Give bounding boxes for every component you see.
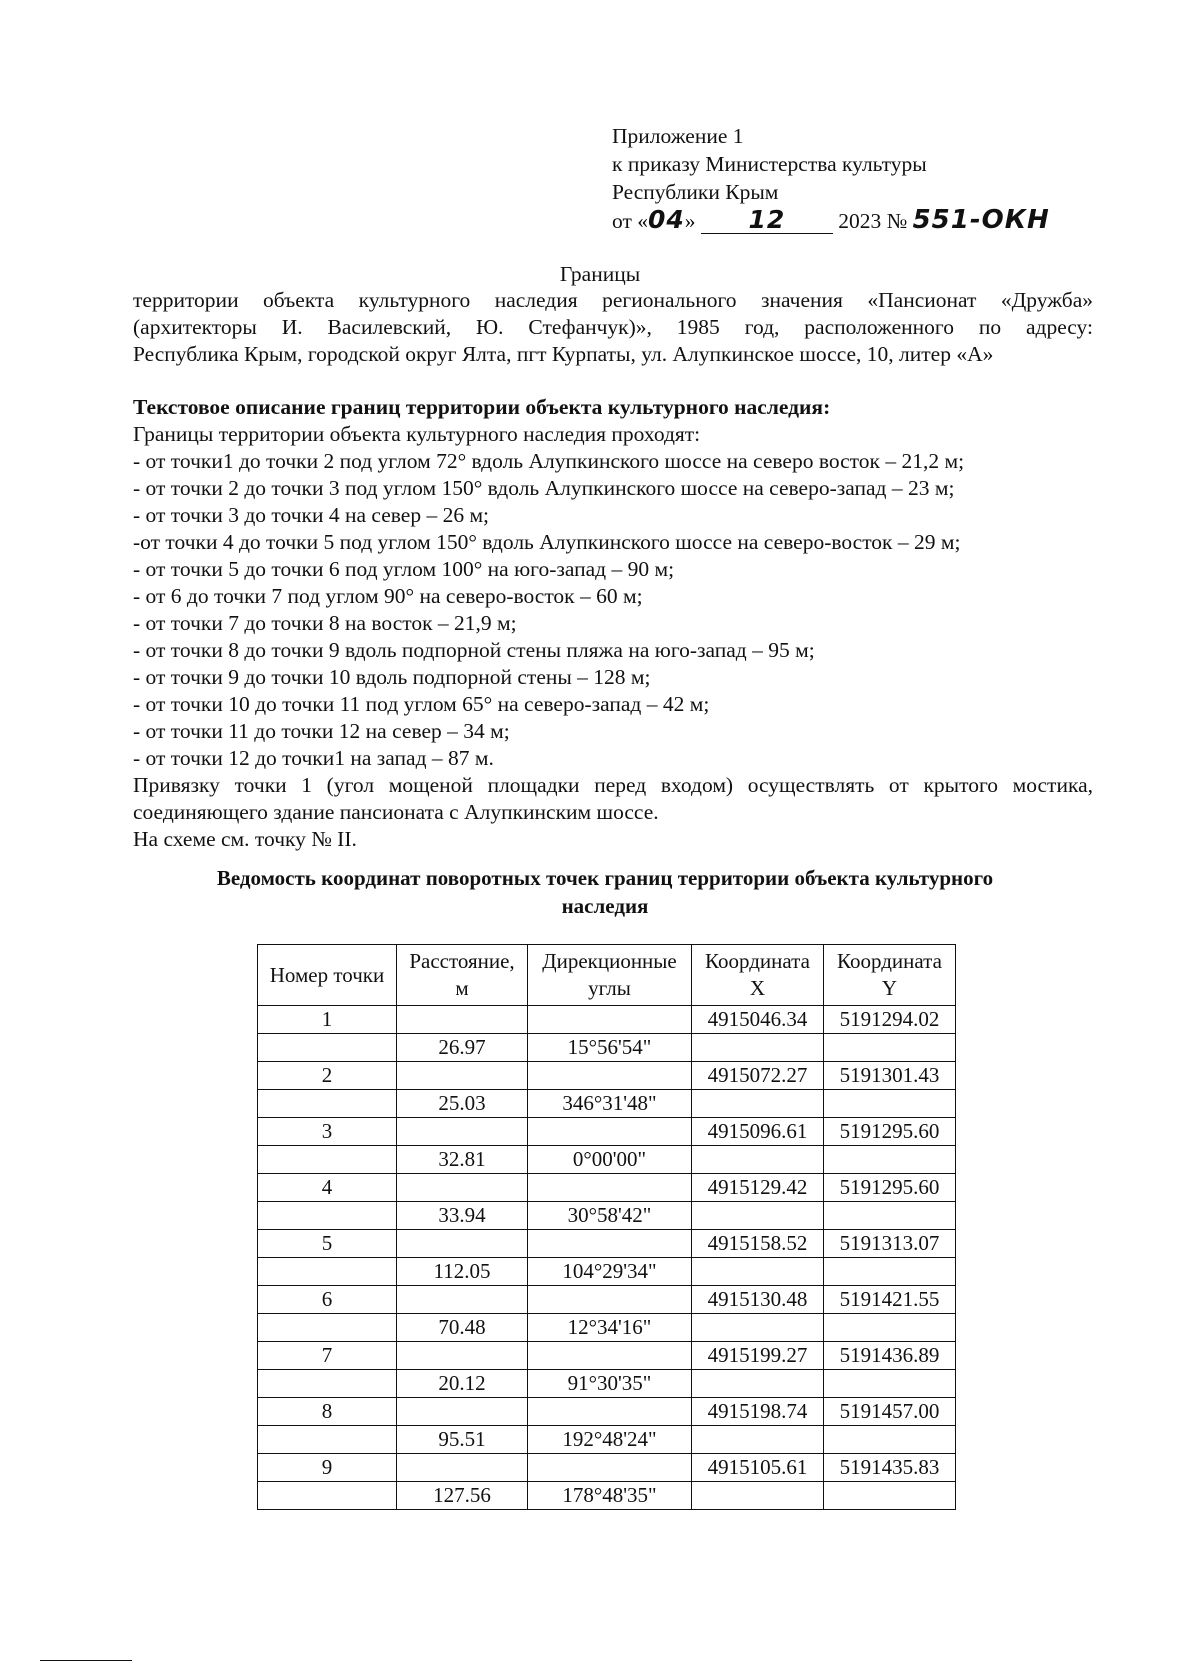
footer-rule [40, 1660, 132, 1661]
cell-coordinate-y: 5191435.83 [824, 1454, 956, 1482]
cell-direction-angle: 104°29'34" [528, 1258, 692, 1286]
cell-coordinate-x: 4915158.52 [692, 1230, 824, 1258]
cell-coordinate-x [692, 1314, 824, 1342]
cell-coordinate-x: 4915096.61 [692, 1118, 824, 1146]
cell-direction-angle [528, 1398, 692, 1426]
table-row [258, 1482, 956, 1510]
cell-distance: 95.51 [397, 1426, 528, 1454]
cell-direction-angle [528, 1062, 692, 1090]
cell-distance: 112.05 [397, 1258, 528, 1286]
cell-distance: 70.48 [397, 1314, 528, 1342]
cell-direction-angle [528, 1174, 692, 1202]
cell-coordinate-x: 4915130.48 [692, 1286, 824, 1314]
cell-distance: 26.97 [397, 1034, 528, 1062]
table-row [258, 1370, 956, 1398]
cell-distance [397, 1286, 528, 1314]
appendix-block [612, 122, 1050, 234]
cell-coordinate-y [824, 1034, 956, 1062]
table-title-line: Ведомость координат поворотных точек границ территории объекта культурного [216, 866, 994, 890]
cell-coordinate-x [692, 1482, 824, 1510]
cell-direction-angle [528, 1342, 692, 1370]
cell-coordinate-y [824, 1146, 956, 1174]
cell-coordinate-x [692, 1090, 824, 1118]
object-title-line: территории объекта культурного наследия регионального значения «Пансионат «Дружба» [133, 288, 1093, 312]
binding-note-line: Привязку точки 1 (угол мощеной площадки перед входом) осуществлять от крытого мостика, [133, 773, 1093, 797]
cell-distance [397, 1342, 528, 1370]
cell-distance [397, 1398, 528, 1426]
object-title-line: Республика Крым, городской округ Ялта, пгт Курпаты, ул. Алупкинское шоссе, 10, литер «А» [133, 342, 994, 366]
cell-point-number [258, 1146, 397, 1174]
table-row [258, 1426, 956, 1454]
table-row [258, 1146, 956, 1174]
cell-coordinate-y [824, 1090, 956, 1118]
cell-coordinate-x: 4915129.42 [692, 1174, 824, 1202]
header-direction-angles: Дирекционные углы [528, 945, 692, 1006]
cell-point-number: 3 [258, 1118, 397, 1146]
cell-coordinate-x [692, 1202, 824, 1230]
boundary-item: - от точки 11 до точки 12 на север – 34 м; [133, 719, 510, 743]
cell-direction-angle: 346°31'48" [528, 1090, 692, 1118]
cell-coordinate-y [824, 1258, 956, 1286]
cell-distance [397, 1230, 528, 1258]
scheme-note: На схеме см. точку № II. [133, 827, 357, 851]
date-month: 12 [748, 205, 786, 234]
cell-direction-angle: 12°34'16" [528, 1314, 692, 1342]
cell-direction-angle [528, 1006, 692, 1034]
table-row [258, 1230, 956, 1258]
cell-coordinate-x: 4915072.27 [692, 1062, 824, 1090]
table-row [258, 1342, 956, 1370]
cell-distance [397, 1174, 528, 1202]
boundary-item: - от точки 8 до точки 9 вдоль подпорной стены пляжа на юго-запад – 95 м; [133, 638, 815, 662]
boundary-item: - от 6 до точки 7 под углом 90° на северо-восток – 60 м; [133, 584, 643, 608]
cell-coordinate-x [692, 1034, 824, 1062]
cell-distance: 32.81 [397, 1146, 528, 1174]
table-row [258, 1090, 956, 1118]
boundary-item: - от точки 7 до точки 8 на восток – 21,9 м; [133, 611, 517, 635]
cell-coordinate-x [692, 1370, 824, 1398]
cell-point-number [258, 1258, 397, 1286]
cell-distance: 127.56 [397, 1482, 528, 1510]
cell-point-number [258, 1034, 397, 1062]
cell-point-number: 4 [258, 1174, 397, 1202]
order-number: 551-ОКН [912, 205, 1050, 235]
object-title-line: (архитекторы И. Василевский, Ю. Стефанчук)», 1985 год, расположенного по адресу: [133, 315, 1093, 339]
cell-coordinate-x: 4915105.61 [692, 1454, 824, 1482]
binding-note-line: соединяющего здание пансионата с Алупкинским шоссе. [133, 800, 659, 824]
appendix-date-line [612, 206, 1050, 234]
cell-point-number: 9 [258, 1454, 397, 1482]
table-row [258, 1286, 956, 1314]
cell-distance [397, 1006, 528, 1034]
boundary-item: - от точки 2 до точки 3 под углом 150° вдоль Алупкинского шоссе на северо-запад – 23 м; [133, 476, 955, 500]
cell-point-number: 8 [258, 1398, 397, 1426]
cell-point-number [258, 1202, 397, 1230]
cell-coordinate-y: 5191301.43 [824, 1062, 956, 1090]
cell-point-number: 2 [258, 1062, 397, 1090]
table-row [258, 1034, 956, 1062]
table-row [258, 1258, 956, 1286]
cell-coordinate-y: 5191436.89 [824, 1342, 956, 1370]
cell-point-number [258, 1426, 397, 1454]
cell-direction-angle: 91°30'35" [528, 1370, 692, 1398]
cell-coordinate-x [692, 1146, 824, 1174]
cell-coordinate-x [692, 1426, 824, 1454]
cell-coordinate-y: 5191295.60 [824, 1118, 956, 1146]
boundary-item: - от точки1 до точки 2 под углом 72° вдоль Алупкинского шоссе на северо восток – 21,2 м; [133, 449, 965, 473]
table-title [150, 864, 1060, 920]
boundary-item: -от точки 4 до точки 5 под углом 150° вдоль Алупкинского шоссе на северо-восток – 29 м; [133, 530, 961, 554]
cell-direction-angle [528, 1118, 692, 1146]
table-header-row [258, 945, 956, 1006]
header-distance: Расстояние, м [397, 945, 528, 1006]
cell-point-number [258, 1090, 397, 1118]
cell-point-number [258, 1370, 397, 1398]
cell-distance: 33.94 [397, 1202, 528, 1230]
cell-coordinate-x: 4915046.34 [692, 1006, 824, 1034]
cell-point-number: 1 [258, 1006, 397, 1034]
cell-point-number: 6 [258, 1286, 397, 1314]
date-day: 04 [648, 205, 685, 234]
table-row [258, 1454, 956, 1482]
cell-coordinate-x [692, 1258, 824, 1286]
header-coordinate-x: Координата X [692, 945, 824, 1006]
table-row [258, 1398, 956, 1426]
cell-coordinate-y: 5191294.02 [824, 1006, 956, 1034]
cell-point-number: 7 [258, 1342, 397, 1370]
table-row [258, 1118, 956, 1146]
date-prefix: от « [612, 209, 648, 233]
cell-point-number: 5 [258, 1230, 397, 1258]
header-coordinate-y: Координата Y [824, 945, 956, 1006]
boundary-item: - от точки 9 до точки 10 вдоль подпорной стены – 128 м; [133, 665, 651, 689]
document-heading: Границы [559, 262, 641, 286]
boundary-item: - от точки 12 до точки1 на запад – 87 м. [133, 746, 494, 770]
description-intro: Границы территории объекта культурного наследия проходят: [133, 422, 701, 446]
appendix-order-line: к приказу Министерства культуры [612, 152, 927, 176]
cell-direction-angle [528, 1454, 692, 1482]
cell-distance: 25.03 [397, 1090, 528, 1118]
cell-direction-angle: 0°00'00" [528, 1146, 692, 1174]
coordinates-table [257, 944, 956, 1510]
cell-coordinate-y: 5191421.55 [824, 1286, 956, 1314]
cell-direction-angle: 192°48'24" [528, 1426, 692, 1454]
cell-coordinate-y [824, 1426, 956, 1454]
cell-direction-angle: 178°48'35" [528, 1482, 692, 1510]
cell-coordinate-y [824, 1482, 956, 1510]
cell-direction-angle [528, 1286, 692, 1314]
cell-coordinate-y [824, 1370, 956, 1398]
cell-direction-angle: 30°58'42" [528, 1202, 692, 1230]
cell-coordinate-y: 5191457.00 [824, 1398, 956, 1426]
cell-coordinate-x: 4915198.74 [692, 1398, 824, 1426]
boundary-item: - от точки 5 до точки 6 под углом 100° на юго-запад – 90 м; [133, 557, 675, 581]
table-row [258, 1202, 956, 1230]
date-month-field [701, 205, 833, 234]
table-row [258, 1174, 956, 1202]
table-row [258, 1062, 956, 1090]
table-row [258, 1006, 956, 1034]
cell-distance: 20.12 [397, 1370, 528, 1398]
cell-coordinate-y: 5191313.07 [824, 1230, 956, 1258]
date-day-suffix: » [684, 209, 696, 233]
cell-direction-angle [528, 1230, 692, 1258]
cell-point-number [258, 1482, 397, 1510]
description-section [133, 394, 1093, 853]
cell-distance [397, 1118, 528, 1146]
object-title [133, 287, 1093, 368]
description-heading: Текстовое описание границ территории объекта культурного наследия: [133, 395, 831, 419]
header-point-number: Номер точки [258, 945, 397, 1006]
cell-coordinate-y [824, 1202, 956, 1230]
cell-distance [397, 1454, 528, 1482]
boundary-item: - от точки 3 до точки 4 на север – 26 м; [133, 503, 490, 527]
cell-coordinate-y [824, 1314, 956, 1342]
appendix-republic-line: Республики Крым [612, 180, 779, 204]
table-row [258, 1314, 956, 1342]
cell-coordinate-y: 5191295.60 [824, 1174, 956, 1202]
boundary-item: - от точки 10 до точки 11 под углом 65° на северо-запад – 42 м; [133, 692, 710, 716]
cell-direction-angle: 15°56'54" [528, 1034, 692, 1062]
date-year: 2023 № [838, 209, 908, 233]
cell-point-number [258, 1314, 397, 1342]
appendix-title: Приложение 1 [612, 124, 744, 148]
cell-distance [397, 1062, 528, 1090]
cell-coordinate-x: 4915199.27 [692, 1342, 824, 1370]
table-title-line: наследия [561, 894, 649, 918]
